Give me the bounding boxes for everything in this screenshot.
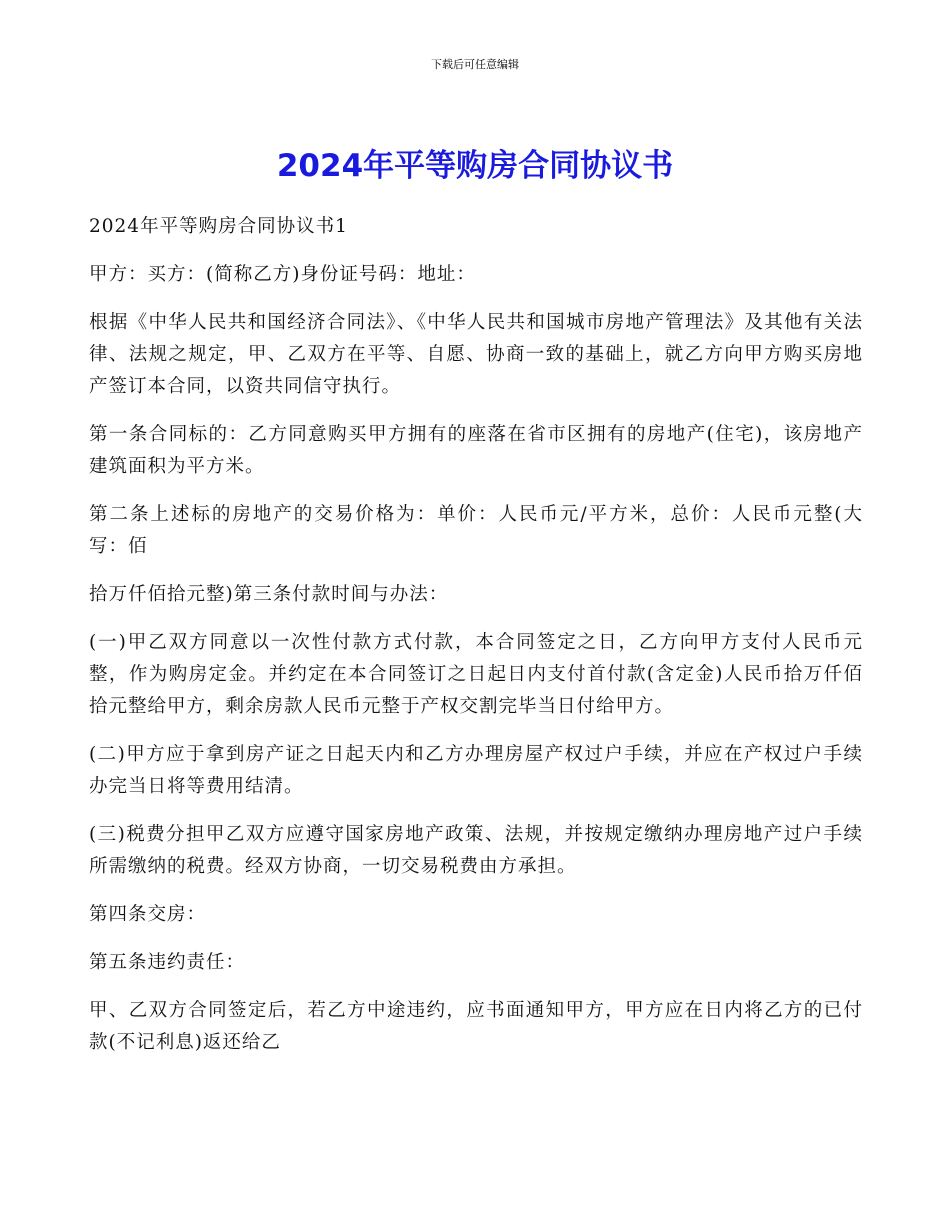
paragraph-breach: 甲、乙双方合同签定后，若乙方中途违约，应书面通知甲方，甲方应在日内将乙方的已付款(不记利息)返还给乙 — [89, 1000, 863, 1053]
paragraph-clause-2: (二)甲方应于拿到房产证之日起天内和乙方办理房屋产权过户手续，并应在产权过户手续办完当日将等费用结清。 — [89, 744, 863, 797]
paragraph-clause-3: (三)税费分担甲乙双方应遵守国家房地产政策、法规，并按规定缴纳办理房地产过户手续所需缴纳的税费。经双方协商，一切交易税费由方承担。 — [89, 824, 863, 877]
paragraph-article-2: 第二条上述标的房地产的交易价格为：单价：人民币元/平方米，总价：人民币元整(大写：佰 — [89, 504, 863, 557]
paragraph-article-1: 第一条合同标的：乙方同意购买甲方拥有的座落在省市区拥有的房地产(住宅)，该房地产建筑面积为平方米。 — [89, 424, 863, 477]
paragraph-article-5: 第五条违约责任： — [89, 952, 246, 973]
download-note: 下载后可任意编辑 — [431, 58, 519, 71]
paragraph-parties: 甲方：买方：(简称乙方)身份证号码：地址： — [89, 264, 476, 285]
paragraph-article-4: 第四条交房： — [89, 904, 207, 925]
paragraph-article-3: 拾万仟佰拾元整)第三条付款时间与办法： — [89, 584, 449, 605]
paragraph-clause-1: (一)甲乙双方同意以一次性付款方式付款，本合同签定之日，乙方向甲方支付人民币元整，作为购房定金。并约定在本合同签订之日起日内支付首付款(含定金)人民币拾万仟佰拾元整给甲方，剩余房款人民币元整于产权交割完毕当日付给甲方。 — [89, 632, 863, 717]
document-body — [89, 211, 863, 1075]
document-title: 2024年平等购房合同协议书 — [276, 148, 674, 184]
paragraph-subtitle: 2024年平等购房合同协议书1 — [89, 216, 348, 237]
paragraph-preamble: 根据《中华人民共和国经济合同法》、《中华人民共和国城市房地产管理法》及其他有关法律、法规之规定，甲、乙双方在平等、自愿、协商一致的基础上，就乙方向甲方购买房地产签订本合同，以资共同信守执行。 — [89, 312, 863, 397]
